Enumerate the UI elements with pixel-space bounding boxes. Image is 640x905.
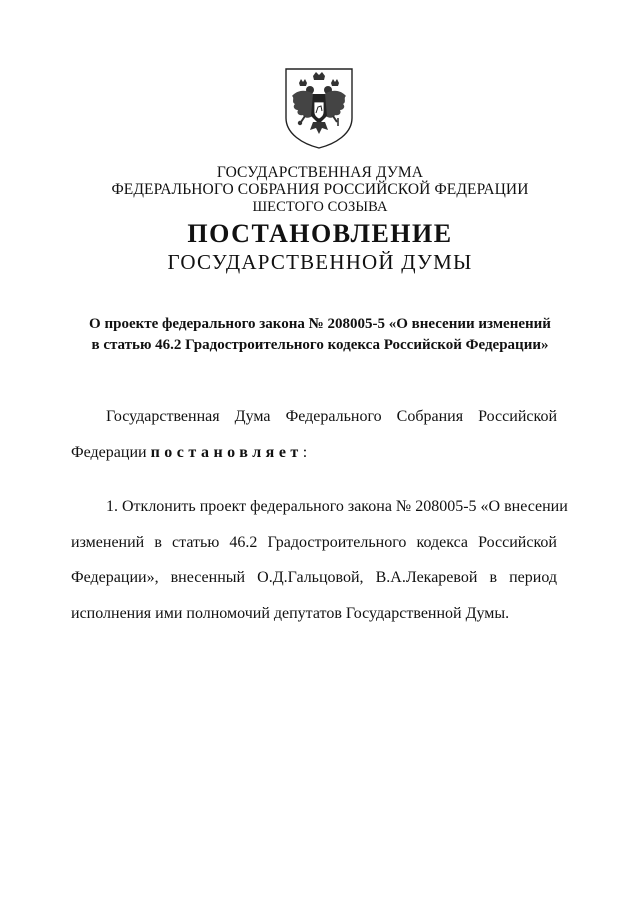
preamble-line-1: Государственная Дума Федерального Собрания Российской (106, 408, 557, 425)
header-line-3: ШЕСТОГО СОЗЫВА (252, 199, 388, 215)
document-subject-line-2: в статью 46.2 Градостроительного кодекса Российской Федерации» (91, 337, 549, 353)
preamble-text: Федерации (71, 444, 151, 461)
preamble-line-2 (71, 443, 557, 463)
decree-word: постановляет (150, 444, 303, 461)
document-subject-line-1: О проекте федерального закона № 208005-5 «О внесении изменений (89, 316, 551, 332)
document-issuer: ГОСУДАРСТВЕННОЙ ДУМЫ (167, 250, 473, 274)
item-1-line-3: Федерации», внесенный О.Д.Гальцовой, В.А.Лекаревой в период (71, 569, 557, 586)
item-1-line-4: исполнения ими полномочий депутатов Государственной Думы. (71, 605, 510, 622)
russian-coat-of-arms-icon (283, 66, 355, 150)
header-line-2: ФЕДЕРАЛЬНОГО СОБРАНИЯ РОССИЙСКОЙ ФЕДЕРАЦИИ (111, 181, 529, 198)
item-1-line-1: 1. Отклонить проект федерального закона № 208005-5 «О внесении (106, 498, 568, 515)
document-type: ПОСТАНОВЛЕНИЕ (187, 219, 453, 248)
item-1-line-2: изменений в статью 46.2 Градостроительного кодекса Российской (71, 534, 557, 551)
header-line-1: ГОСУДАРСТВЕННАЯ ДУМА (216, 164, 424, 181)
preamble-colon: : (302, 444, 308, 461)
